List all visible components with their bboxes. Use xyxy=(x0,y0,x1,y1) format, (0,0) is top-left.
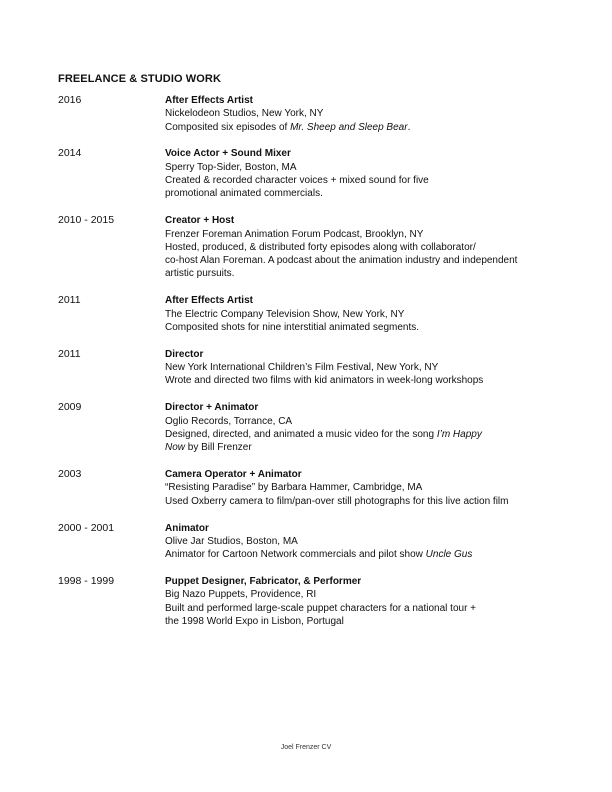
entry-role-title: Director + Animator xyxy=(165,402,259,414)
entry-year: 2009 xyxy=(58,401,82,414)
detail-text: Oglio Records, Torrance, CA xyxy=(165,415,293,427)
entry-year: 2016 xyxy=(58,94,82,106)
entry-role-title: Director xyxy=(165,348,204,360)
page-footer: Joel Frenzer CV xyxy=(280,744,332,751)
entry-details xyxy=(165,401,558,454)
work-entry xyxy=(58,401,558,454)
entry-role-title: Camera Operator + Animator xyxy=(165,469,302,481)
detail-text: The Electric Company Television Show, New York, NY xyxy=(165,308,405,320)
work-entry xyxy=(58,522,558,562)
detail-text: Used Oxberry camera to film/pan-over still photographs for this live action film xyxy=(165,495,509,507)
work-entry xyxy=(58,575,558,628)
entry-detail-line xyxy=(165,428,558,441)
italic-title-text: Now xyxy=(165,442,186,454)
detail-text: Composited shots for nine interstitial animated segments. xyxy=(165,321,420,333)
detail-text: Wrote and directed two films with kid animators in week-long workshops xyxy=(165,375,484,387)
entry-details xyxy=(165,94,558,134)
detail-text: New York International Children’s Film Festival, New York, NY xyxy=(165,362,439,374)
entry-details xyxy=(165,468,558,508)
entry-role-title: Animator xyxy=(165,522,209,534)
detail-text: Big Nazo Puppets, Providence, RI xyxy=(165,589,317,601)
entry-year: 1998 - 1999 xyxy=(58,575,115,588)
entry-detail-line xyxy=(165,535,558,548)
entry-year: 2003 xyxy=(58,468,82,481)
entry-detail-line xyxy=(165,121,558,134)
entry-details xyxy=(165,147,558,200)
entry-detail-line xyxy=(165,415,558,428)
work-entry xyxy=(58,348,558,388)
work-entry xyxy=(58,214,558,280)
entry-role-title: Voice Actor + Sound Mixer xyxy=(165,148,291,160)
entry-detail-line xyxy=(165,161,558,174)
detail-text: Sperry Top-Sider, Boston, MA xyxy=(165,161,297,173)
detail-text: Hosted, produced, & distributed forty episodes along with collaborator/ xyxy=(165,241,476,253)
entry-detail-line xyxy=(165,308,558,321)
entry-detail-line xyxy=(165,254,558,267)
detail-text: Animator for Cartoon Network commercials and pilot show xyxy=(165,549,426,561)
entry-detail-line xyxy=(165,548,558,561)
entry-detail-line xyxy=(165,321,558,334)
entry-role-title: After Effects Artist xyxy=(165,295,253,307)
entry-detail-line xyxy=(165,361,558,374)
detail-text: by Bill Frenzer xyxy=(185,442,252,454)
entry-detail-line xyxy=(165,228,558,241)
detail-text: “Resisting Paradise” by Barbara Hammer, Cambridge, MA xyxy=(165,482,423,494)
detail-text: Frenzer Foreman Animation Forum Podcast, Brooklyn, NY xyxy=(165,228,424,240)
detail-text: promotional animated commercials. xyxy=(165,188,323,200)
entry-detail-line xyxy=(165,187,558,200)
entry-role-title: After Effects Artist xyxy=(165,95,253,106)
entry-detail-line xyxy=(165,495,558,508)
entry-detail-line xyxy=(165,588,558,601)
entry-detail-line xyxy=(165,107,558,120)
entry-details xyxy=(165,294,558,334)
italic-title-text: Mr. Sheep and Sleep Bear xyxy=(290,121,408,133)
detail-text: artistic pursuits. xyxy=(165,268,235,280)
entry-details xyxy=(165,522,558,562)
work-entry xyxy=(58,294,558,334)
detail-text: co-host Alan Foreman. A podcast about the animation industry and independent xyxy=(165,255,518,267)
entry-year: 2000 - 2001 xyxy=(58,521,115,534)
entry-detail-line xyxy=(165,602,558,615)
entry-year: 2010 - 2015 xyxy=(58,214,115,227)
entry-details xyxy=(165,575,558,628)
detail-text: Composited six episodes of xyxy=(165,121,291,133)
italic-title-text: I’m Happy xyxy=(436,428,482,440)
italic-title-text: Uncle Gus xyxy=(425,549,473,561)
detail-text: Olive Jar Studios, Boston, MA xyxy=(165,535,298,547)
entry-detail-line xyxy=(165,174,558,187)
detail-text: Built and performed large-scale puppet characters for a national tour + xyxy=(165,602,477,614)
entry-year: 2011 xyxy=(58,347,81,360)
work-entry xyxy=(58,468,558,508)
detail-text: Designed, directed, and animated a music video for the song xyxy=(165,428,437,440)
entry-list xyxy=(58,94,558,642)
entry-year: 2011 xyxy=(58,294,81,307)
entry-detail-line xyxy=(165,267,558,280)
work-entry xyxy=(58,94,558,134)
work-entry xyxy=(58,147,558,200)
detail-text: . xyxy=(407,121,411,133)
entry-detail-line xyxy=(165,481,558,494)
entry-year: 2014 xyxy=(58,147,82,160)
entry-detail-line xyxy=(165,615,558,628)
detail-text: the 1998 World Expo in Lisbon, Portugal xyxy=(165,615,344,627)
section-heading: FREELANCE & STUDIO WORK xyxy=(58,73,222,85)
detail-text: Created & recorded character voices + mixed sound for five xyxy=(165,175,429,187)
entry-role-title: Creator + Host xyxy=(165,215,235,227)
entry-detail-line xyxy=(165,441,558,454)
entry-detail-line xyxy=(165,374,558,387)
entry-details xyxy=(165,214,558,280)
entry-detail-line xyxy=(165,241,558,254)
detail-text: Nickelodeon Studios, New York, NY xyxy=(165,108,324,120)
entry-role-title: Puppet Designer, Fabricator, & Performer xyxy=(165,576,362,588)
entry-details xyxy=(165,348,558,388)
